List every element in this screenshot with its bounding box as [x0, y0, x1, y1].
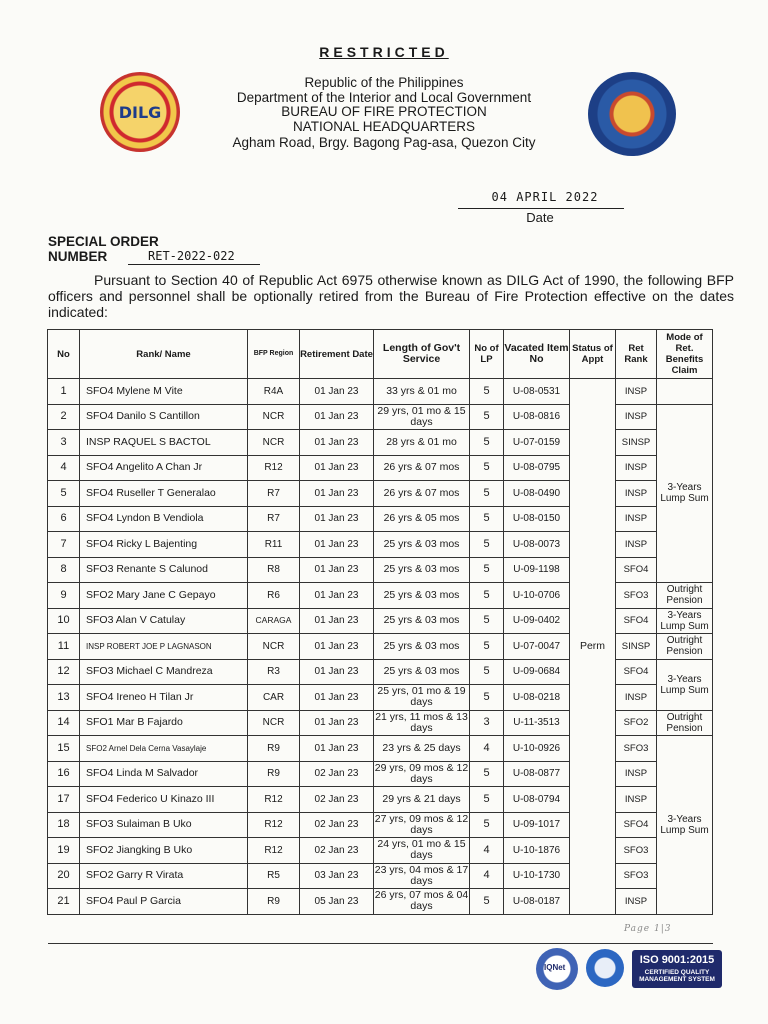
cell-name: SFO4 Mylene M Vite — [80, 379, 248, 405]
cell-no: 5 — [48, 481, 80, 507]
cell-status: Perm — [570, 379, 616, 915]
cell-date: 01 Jan 23 — [300, 583, 374, 609]
cell-no: 16 — [48, 761, 80, 787]
cell-region: R7 — [248, 481, 300, 507]
cell-date: 01 Jan 23 — [300, 404, 374, 430]
body-paragraph: Pursuant to Section 40 of Republic Act 6975 otherwise known as DILG Act of 1990, the following BFP officers and personnel shall be optionally retired from the Bureau of Fire Protection effective on the dates indicated: — [48, 272, 734, 320]
cell-item: U-08-0187 — [504, 889, 570, 915]
cell-length: 25 yrs & 03 mos — [374, 659, 470, 685]
cell-rank: SFO4 — [616, 557, 657, 583]
cell-mode: 3-Years Lump Sum — [657, 659, 713, 710]
cell-no: 7 — [48, 532, 80, 558]
cell-mode: Outright Pension — [657, 634, 713, 660]
cell-name: SFO4 Ireneo H Tilan Jr — [80, 685, 248, 711]
cell-no: 2 — [48, 404, 80, 430]
cell-item: U-11-3513 — [504, 710, 570, 736]
cell-lp: 5 — [470, 685, 504, 711]
globe-icon — [586, 949, 624, 987]
cell-mode: 3-Years Lump Sum — [657, 608, 713, 634]
cell-rank: INSP — [616, 379, 657, 405]
cell-item: U-10-0706 — [504, 583, 570, 609]
cell-no: 15 — [48, 736, 80, 762]
cell-length: 33 yrs & 01 mo — [374, 379, 470, 405]
cell-length: 25 yrs & 03 mos — [374, 583, 470, 609]
cell-no: 20 — [48, 863, 80, 889]
cell-region: R9 — [248, 889, 300, 915]
cell-date: 01 Jan 23 — [300, 506, 374, 532]
cell-mode-blank — [657, 379, 713, 405]
special-order-title — [48, 234, 159, 264]
cell-lp: 5 — [470, 532, 504, 558]
number-underline — [128, 264, 260, 265]
cell-mode: 3-Years Lump Sum — [657, 404, 713, 583]
cell-length: 25 yrs & 03 mos — [374, 634, 470, 660]
cell-date: 01 Jan 23 — [300, 659, 374, 685]
cell-item: U-07-0159 — [504, 430, 570, 456]
cell-item: U-08-0877 — [504, 761, 570, 787]
cell-length: 26 yrs & 07 mos — [374, 481, 470, 507]
cell-length: 23 yrs & 25 days — [374, 736, 470, 762]
cell-length: 29 yrs & 21 days — [374, 787, 470, 813]
cell-date: 01 Jan 23 — [300, 532, 374, 558]
cell-length: 25 yrs & 03 mos — [374, 532, 470, 558]
cell-lp: 5 — [470, 430, 504, 456]
cell-rank: SINSP — [616, 430, 657, 456]
cell-region: NCR — [248, 634, 300, 660]
cell-rank: INSP — [616, 506, 657, 532]
cell-date: 02 Jan 23 — [300, 812, 374, 838]
cell-rank: INSP — [616, 455, 657, 481]
cell-lp: 4 — [470, 863, 504, 889]
cell-region: R5 — [248, 863, 300, 889]
cell-region: R4A — [248, 379, 300, 405]
header-department: Department of the Interior and Local Government — [236, 90, 532, 105]
cell-rank: SFO3 — [616, 863, 657, 889]
cell-name: SFO3 Alan V Catulay — [80, 608, 248, 634]
cell-region: NCR — [248, 710, 300, 736]
col-mode: Mode of Ret. Benefits Claim — [657, 330, 713, 379]
cell-no: 6 — [48, 506, 80, 532]
cell-item: U-08-0490 — [504, 481, 570, 507]
col-region: BFP Region — [248, 330, 300, 379]
cell-no: 21 — [48, 889, 80, 915]
cell-no: 9 — [48, 583, 80, 609]
cell-name: SFO3 Sulaiman B Uko — [80, 812, 248, 838]
cell-no: 18 — [48, 812, 80, 838]
cell-no: 4 — [48, 455, 80, 481]
cell-name: INSP ROBERT JOE P LAGNASON — [80, 634, 248, 660]
cell-region: R12 — [248, 812, 300, 838]
cell-item: U-08-0218 — [504, 685, 570, 711]
cell-date: 01 Jan 23 — [300, 430, 374, 456]
cell-no: 14 — [48, 710, 80, 736]
cell-lp: 5 — [470, 634, 504, 660]
order-date: 04 APRIL 2022 — [491, 190, 599, 204]
special-order-heading: SPECIAL ORDER — [48, 234, 159, 249]
col-lp: No of LP — [470, 330, 504, 379]
cell-date: 02 Jan 23 — [300, 761, 374, 787]
dilg-seal-text: DILG — [118, 103, 162, 122]
cell-no: 10 — [48, 608, 80, 634]
cell-length: 25 yrs, 01 mo & 19 days — [374, 685, 470, 711]
date-underline — [458, 208, 624, 209]
cell-lp: 5 — [470, 583, 504, 609]
cell-length: 29 yrs, 09 mos & 12 days — [374, 761, 469, 785]
cell-item: U-10-1730 — [504, 863, 570, 889]
col-rank-name: Rank/ Name — [80, 330, 248, 379]
cell-name: SFO2 Mary Jane C Gepayo — [80, 583, 248, 609]
cell-name: SFO1 Mar B Fajardo — [80, 710, 248, 736]
cell-lp: 5 — [470, 481, 504, 507]
col-status: Status of Appt — [570, 330, 616, 379]
cell-region: R7 — [248, 506, 300, 532]
certified-seal-icon — [536, 948, 578, 990]
cell-region: CARAGA — [248, 608, 300, 634]
cell-rank: INSP — [616, 787, 657, 813]
cell-name: SFO2 Garry R Virata — [80, 863, 248, 889]
cell-length: 25 yrs & 03 mos — [374, 557, 470, 583]
classification-label: RESTRICTED — [319, 44, 449, 60]
cell-length: 29 yrs, 01 mo & 15 days — [374, 404, 470, 430]
cell-lp: 4 — [470, 838, 504, 864]
cell-lp: 5 — [470, 761, 504, 787]
cell-name: SFO2 Arnel Dela Cerna Vasaylaje — [80, 736, 248, 762]
cell-region: R12 — [248, 787, 300, 813]
cell-rank: SINSP — [616, 634, 657, 660]
cell-mode: 3-Years Lump Sum — [657, 736, 713, 915]
iso-standard: ISO 9001:2015 — [639, 954, 715, 966]
date-label: Date — [526, 210, 554, 225]
cell-lp: 5 — [470, 455, 504, 481]
cell-item: U-09-0684 — [504, 659, 570, 685]
footer-rule — [48, 943, 713, 944]
cell-name: SFO4 Angelito A Chan Jr — [80, 455, 248, 481]
cell-date: 01 Jan 23 — [300, 379, 374, 405]
cell-rank: INSP — [616, 532, 657, 558]
cell-rank: SFO4 — [616, 659, 657, 685]
cell-lp: 5 — [470, 659, 504, 685]
cell-length: 24 yrs, 01 mo & 15 days — [374, 838, 470, 864]
cell-date: 01 Jan 23 — [300, 736, 374, 762]
cell-region: R9 — [248, 736, 300, 762]
cell-region: R3 — [248, 659, 300, 685]
cell-length: 23 yrs, 04 mos & 17 days — [374, 863, 469, 887]
cell-lp: 4 — [470, 736, 504, 762]
cell-length: 26 yrs, 07 mos & 04 days — [374, 889, 469, 913]
header-nhq: NATIONAL HEADQUARTERS — [292, 119, 476, 134]
cell-date: 01 Jan 23 — [300, 634, 374, 660]
cell-item: U-08-0795 — [504, 455, 570, 481]
cell-name: SFO3 Michael C Mandreza — [80, 659, 248, 685]
cell-no: 8 — [48, 557, 80, 583]
col-ret-rank: Ret Rank — [616, 330, 657, 379]
col-retirement-date: Retirement Date — [300, 330, 374, 379]
cell-date: 01 Jan 23 — [300, 557, 374, 583]
cell-region: R6 — [248, 583, 300, 609]
cell-rank: SFO3 — [616, 583, 657, 609]
cell-name: INSP RAQUEL S BACTOL — [80, 430, 248, 456]
cell-item: U-09-1017 — [504, 812, 570, 838]
cell-region: R12 — [248, 455, 300, 481]
special-order-number: RET-2022-022 — [148, 249, 235, 263]
cell-length: 25 yrs & 03 mos — [374, 608, 470, 634]
cell-rank: INSP — [616, 889, 657, 915]
iso-certification-badge — [536, 946, 722, 990]
cell-item: U-08-0531 — [504, 379, 570, 405]
cell-name: SFO4 Ricky L Bajenting — [80, 532, 248, 558]
cell-rank: SFO4 — [616, 608, 657, 634]
cell-region: NCR — [248, 430, 300, 456]
iso-subtitle: CERTIFIED QUALITY MANAGEMENT SYSTEM — [639, 969, 715, 983]
header-republic: Republic of the Philippines — [304, 75, 464, 90]
cell-rank: SFO2 — [616, 710, 657, 736]
special-order-number-label: NUMBER — [48, 249, 108, 264]
cell-length: 26 yrs & 05 mos — [374, 506, 470, 532]
cell-region: R9 — [248, 761, 300, 787]
cell-mode: Outright Pension — [657, 583, 713, 609]
cell-name: SFO4 Federico U Kinazo III — [80, 787, 248, 813]
cell-rank: SFO3 — [616, 736, 657, 762]
cell-no: 19 — [48, 838, 80, 864]
cell-lp: 5 — [470, 787, 504, 813]
cell-name: SFO3 Renante S Calunod — [80, 557, 248, 583]
cell-item: U-07-0047 — [504, 634, 570, 660]
cell-rank: SFO4 — [616, 812, 657, 838]
cell-date: 01 Jan 23 — [300, 710, 374, 736]
cell-item: U-08-0073 — [504, 532, 570, 558]
cell-rank: INSP — [616, 481, 657, 507]
cell-no: 11 — [48, 634, 80, 660]
cell-item: U-08-0816 — [504, 404, 570, 430]
cell-rank: SFO3 — [616, 838, 657, 864]
cell-date: 05 Jan 23 — [300, 889, 374, 915]
cell-region: CAR — [248, 685, 300, 711]
cell-length: 27 yrs, 09 mos & 12 days — [374, 812, 469, 836]
cell-length: 26 yrs & 07 mos — [374, 455, 470, 481]
cell-lp: 3 — [470, 710, 504, 736]
cell-name: SFO4 Ruseller T Generalao — [80, 481, 248, 507]
cell-lp: 5 — [470, 506, 504, 532]
cell-date: 03 Jan 23 — [300, 863, 374, 889]
cell-no: 17 — [48, 787, 80, 813]
header-address: Agham Road, Brgy. Bagong Pag-asa, Quezon City — [232, 135, 536, 150]
cell-length: 21 yrs, 11 mos & 13 days — [375, 710, 468, 734]
cell-name: SFO4 Paul P Garcia — [80, 889, 248, 915]
cell-no: 12 — [48, 659, 80, 685]
cell-item: U-08-0794 — [504, 787, 570, 813]
cell-lp: 5 — [470, 557, 504, 583]
cell-mode: Outright Pension — [657, 710, 713, 736]
cell-lp: 5 — [470, 379, 504, 405]
iqnet-label: IQNet — [544, 963, 566, 972]
cell-rank: INSP — [616, 404, 657, 430]
cell-lp: 5 — [470, 812, 504, 838]
cell-date: 01 Jan 23 — [300, 481, 374, 507]
cell-no: 3 — [48, 430, 80, 456]
cell-region: R12 — [248, 838, 300, 864]
cell-region: R8 — [248, 557, 300, 583]
header-bureau: BUREAU OF FIRE PROTECTION — [281, 104, 487, 119]
cell-item: U-09-1198 — [504, 557, 570, 583]
cell-no: 13 — [48, 685, 80, 711]
iso-box — [632, 950, 722, 988]
cell-rank: INSP — [616, 685, 657, 711]
cell-item: U-10-1876 — [504, 838, 570, 864]
cell-date: 02 Jan 23 — [300, 838, 374, 864]
cell-date: 01 Jan 23 — [300, 685, 374, 711]
cell-region: R11 — [248, 532, 300, 558]
cell-lp: 5 — [470, 889, 504, 915]
cell-name: SFO2 Jiangking B Uko — [80, 838, 248, 864]
cell-lp: 5 — [470, 608, 504, 634]
cell-name: SFO4 Lyndon B Vendiola — [80, 506, 248, 532]
cell-date: 01 Jan 23 — [300, 455, 374, 481]
cell-item: U-08-0150 — [504, 506, 570, 532]
retirees-table — [47, 329, 713, 915]
col-no: No — [48, 330, 80, 379]
cell-item: U-10-0926 — [504, 736, 570, 762]
cell-region: NCR — [248, 404, 300, 430]
cell-rank: INSP — [616, 761, 657, 787]
col-item: Vacated Item No — [504, 330, 570, 379]
col-length: Length of Gov't Service — [374, 330, 470, 379]
cell-name: SFO4 Linda M Salvador — [80, 761, 248, 787]
table-row — [48, 379, 713, 405]
cell-name: SFO4 Danilo S Cantillon — [80, 404, 248, 430]
cell-date: 02 Jan 23 — [300, 787, 374, 813]
cell-no: 1 — [48, 379, 80, 405]
page-number: Page 1|3 — [624, 924, 672, 934]
cell-date: 01 Jan 23 — [300, 608, 374, 634]
cell-lp: 5 — [470, 404, 504, 430]
cell-item: U-09-0402 — [504, 608, 570, 634]
cell-length: 28 yrs & 01 mo — [374, 430, 470, 456]
